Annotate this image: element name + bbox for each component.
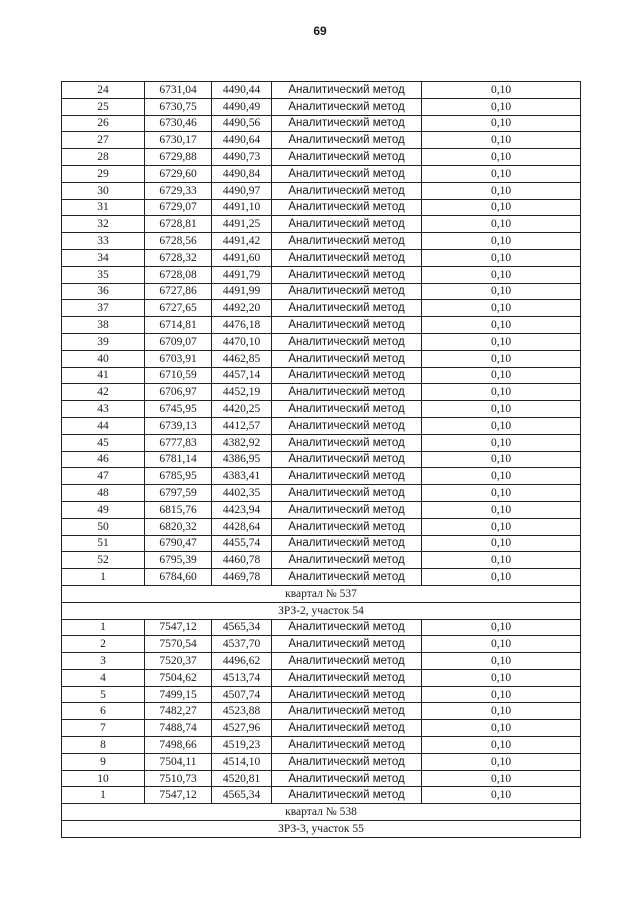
accuracy-cell: 0,10 (422, 501, 581, 518)
y-coordinate-cell: 4470,10 (212, 333, 272, 350)
accuracy-cell: 0,10 (422, 552, 581, 569)
method-cell: Аналитический метод (272, 115, 422, 132)
accuracy-cell: 0,10 (422, 82, 581, 99)
table-row (62, 552, 581, 569)
x-coordinate-cell: 6706,97 (145, 384, 212, 401)
table-row (62, 266, 581, 283)
y-coordinate-cell: 4491,10 (212, 199, 272, 216)
method-cell: Аналитический метод (272, 737, 422, 754)
accuracy-cell: 0,10 (422, 216, 581, 233)
accuracy-cell: 0,10 (422, 535, 581, 552)
point-number-cell: 29 (62, 165, 145, 182)
method-cell: Аналитический метод (272, 770, 422, 787)
x-coordinate-cell: 6714,81 (145, 317, 212, 334)
table-row (62, 619, 581, 636)
method-cell: Аналитический метод (272, 787, 422, 804)
point-number-cell: 30 (62, 182, 145, 199)
zone-subtitle: ЗРЗ-2, участок 54 (62, 602, 581, 619)
y-coordinate-cell: 4492,20 (212, 300, 272, 317)
x-coordinate-cell: 7499,15 (145, 686, 212, 703)
y-coordinate-cell: 4519,23 (212, 737, 272, 754)
table-row (62, 518, 581, 535)
accuracy-cell: 0,10 (422, 636, 581, 653)
table-row (62, 82, 581, 99)
method-cell: Аналитический метод (272, 317, 422, 334)
accuracy-cell: 0,10 (422, 401, 581, 418)
accuracy-cell: 0,10 (422, 266, 581, 283)
y-coordinate-cell: 4491,42 (212, 233, 272, 250)
point-number-cell: 10 (62, 770, 145, 787)
point-number-cell: 4 (62, 669, 145, 686)
table-row (62, 249, 581, 266)
method-cell: Аналитический метод (272, 669, 422, 686)
table-row (62, 300, 581, 317)
x-coordinate-cell: 7547,12 (145, 787, 212, 804)
y-coordinate-cell: 4496,62 (212, 653, 272, 670)
accuracy-cell: 0,10 (422, 753, 581, 770)
accuracy-cell: 0,10 (422, 417, 581, 434)
point-number-cell: 42 (62, 384, 145, 401)
point-number-cell: 33 (62, 233, 145, 250)
x-coordinate-cell: 7510,73 (145, 770, 212, 787)
y-coordinate-cell: 4428,64 (212, 518, 272, 535)
x-coordinate-cell: 6703,91 (145, 350, 212, 367)
point-number-cell: 27 (62, 132, 145, 149)
x-coordinate-cell: 6739,13 (145, 417, 212, 434)
method-cell: Аналитический метод (272, 283, 422, 300)
method-cell: Аналитический метод (272, 686, 422, 703)
table-row (62, 501, 581, 518)
x-coordinate-cell: 6745,95 (145, 401, 212, 418)
method-cell: Аналитический метод (272, 216, 422, 233)
method-cell: Аналитический метод (272, 535, 422, 552)
accuracy-cell: 0,10 (422, 249, 581, 266)
method-cell: Аналитический метод (272, 720, 422, 737)
table-row (62, 350, 581, 367)
x-coordinate-cell: 7504,11 (145, 753, 212, 770)
method-cell: Аналитический метод (272, 333, 422, 350)
point-number-cell: 36 (62, 283, 145, 300)
method-cell: Аналитический метод (272, 451, 422, 468)
y-coordinate-cell: 4452,19 (212, 384, 272, 401)
method-cell: Аналитический метод (272, 249, 422, 266)
table-row (62, 199, 581, 216)
point-number-cell: 26 (62, 115, 145, 132)
table-row (62, 753, 581, 770)
x-coordinate-cell: 6730,75 (145, 98, 212, 115)
accuracy-cell: 0,10 (422, 132, 581, 149)
accuracy-cell: 0,10 (422, 787, 581, 804)
accuracy-cell: 0,10 (422, 350, 581, 367)
accuracy-cell: 0,10 (422, 669, 581, 686)
table-row (62, 401, 581, 418)
x-coordinate-cell: 7488,74 (145, 720, 212, 737)
table-row (62, 216, 581, 233)
method-cell: Аналитический метод (272, 149, 422, 166)
table-row (62, 367, 581, 384)
quarter-title: квартал № 538 (62, 804, 581, 821)
method-cell: Аналитический метод (272, 417, 422, 434)
point-number-cell: 25 (62, 98, 145, 115)
method-cell: Аналитический метод (272, 401, 422, 418)
x-coordinate-cell: 6729,33 (145, 182, 212, 199)
accuracy-cell: 0,10 (422, 619, 581, 636)
point-number-cell: 38 (62, 317, 145, 334)
accuracy-cell: 0,10 (422, 233, 581, 250)
point-number-cell: 39 (62, 333, 145, 350)
point-number-cell: 24 (62, 82, 145, 99)
method-cell: Аналитический метод (272, 367, 422, 384)
y-coordinate-cell: 4455,74 (212, 535, 272, 552)
point-number-cell: 34 (62, 249, 145, 266)
point-number-cell: 28 (62, 149, 145, 166)
y-coordinate-cell: 4476,18 (212, 317, 272, 334)
method-cell: Аналитический метод (272, 653, 422, 670)
x-coordinate-cell: 6729,88 (145, 149, 212, 166)
coordinates-table (61, 81, 581, 838)
x-coordinate-cell: 6784,60 (145, 569, 212, 586)
accuracy-cell: 0,10 (422, 451, 581, 468)
table-row (62, 669, 581, 686)
x-coordinate-cell: 6729,60 (145, 165, 212, 182)
accuracy-cell: 0,10 (422, 317, 581, 334)
x-coordinate-cell: 6781,14 (145, 451, 212, 468)
method-cell: Аналитический метод (272, 434, 422, 451)
method-cell: Аналитический метод (272, 132, 422, 149)
point-number-cell: 31 (62, 199, 145, 216)
point-number-cell: 49 (62, 501, 145, 518)
point-number-cell: 7 (62, 720, 145, 737)
method-cell: Аналитический метод (272, 300, 422, 317)
x-coordinate-cell: 6729,07 (145, 199, 212, 216)
point-number-cell: 45 (62, 434, 145, 451)
point-number-cell: 44 (62, 417, 145, 434)
x-coordinate-cell: 6727,65 (145, 300, 212, 317)
y-coordinate-cell: 4490,84 (212, 165, 272, 182)
table-row (62, 703, 581, 720)
y-coordinate-cell: 4490,56 (212, 115, 272, 132)
method-cell: Аналитический метод (272, 199, 422, 216)
y-coordinate-cell: 4520,81 (212, 770, 272, 787)
y-coordinate-cell: 4527,96 (212, 720, 272, 737)
y-coordinate-cell: 4457,14 (212, 367, 272, 384)
x-coordinate-cell: 6728,32 (145, 249, 212, 266)
y-coordinate-cell: 4490,73 (212, 149, 272, 166)
point-number-cell: 2 (62, 636, 145, 653)
x-coordinate-cell: 6730,46 (145, 115, 212, 132)
accuracy-cell: 0,10 (422, 770, 581, 787)
accuracy-cell: 0,10 (422, 653, 581, 670)
point-number-cell: 1 (62, 569, 145, 586)
x-coordinate-cell: 6815,76 (145, 501, 212, 518)
accuracy-cell: 0,10 (422, 468, 581, 485)
table-row (62, 569, 581, 586)
x-coordinate-cell: 7498,66 (145, 737, 212, 754)
point-number-cell: 41 (62, 367, 145, 384)
y-coordinate-cell: 4490,49 (212, 98, 272, 115)
x-coordinate-cell: 6730,17 (145, 132, 212, 149)
point-number-cell: 5 (62, 686, 145, 703)
table-row (62, 737, 581, 754)
method-cell: Аналитический метод (272, 98, 422, 115)
accuracy-cell: 0,10 (422, 149, 581, 166)
quarter-title: квартал № 537 (62, 585, 581, 602)
y-coordinate-cell: 4386,95 (212, 451, 272, 468)
table-row (62, 770, 581, 787)
method-cell: Аналитический метод (272, 384, 422, 401)
point-number-cell: 48 (62, 485, 145, 502)
accuracy-cell: 0,10 (422, 569, 581, 586)
y-coordinate-cell: 4491,25 (212, 216, 272, 233)
x-coordinate-cell: 6709,07 (145, 333, 212, 350)
y-coordinate-cell: 4513,74 (212, 669, 272, 686)
table-row (62, 182, 581, 199)
page-number: 69 (313, 24, 327, 38)
y-coordinate-cell: 4382,92 (212, 434, 272, 451)
table-row (62, 333, 581, 350)
table-row (62, 434, 581, 451)
x-coordinate-cell: 7482,27 (145, 703, 212, 720)
y-coordinate-cell: 4491,60 (212, 249, 272, 266)
table-row (62, 165, 581, 182)
table-row (62, 468, 581, 485)
accuracy-cell: 0,10 (422, 485, 581, 502)
table-row (62, 417, 581, 434)
method-cell: Аналитический метод (272, 468, 422, 485)
table-row (62, 98, 581, 115)
x-coordinate-cell: 6728,56 (145, 233, 212, 250)
point-number-cell: 32 (62, 216, 145, 233)
accuracy-cell: 0,10 (422, 283, 581, 300)
x-coordinate-cell: 6820,32 (145, 518, 212, 535)
x-coordinate-cell: 7570,54 (145, 636, 212, 653)
quarter-title-row (62, 585, 581, 602)
y-coordinate-cell: 4420,25 (212, 401, 272, 418)
method-cell: Аналитический метод (272, 552, 422, 569)
x-coordinate-cell: 7504,62 (145, 669, 212, 686)
quarter-title-row (62, 804, 581, 821)
y-coordinate-cell: 4491,79 (212, 266, 272, 283)
y-coordinate-cell: 4491,99 (212, 283, 272, 300)
accuracy-cell: 0,10 (422, 720, 581, 737)
y-coordinate-cell: 4507,74 (212, 686, 272, 703)
y-coordinate-cell: 4514,10 (212, 753, 272, 770)
point-number-cell: 6 (62, 703, 145, 720)
x-coordinate-cell: 6727,86 (145, 283, 212, 300)
point-number-cell: 52 (62, 552, 145, 569)
point-number-cell: 3 (62, 653, 145, 670)
x-coordinate-cell: 6785,95 (145, 468, 212, 485)
point-number-cell: 51 (62, 535, 145, 552)
x-coordinate-cell: 6731,04 (145, 82, 212, 99)
table-row (62, 636, 581, 653)
y-coordinate-cell: 4402,35 (212, 485, 272, 502)
coordinates-table-body (62, 82, 581, 838)
y-coordinate-cell: 4490,44 (212, 82, 272, 99)
y-coordinate-cell: 4537,70 (212, 636, 272, 653)
table-row (62, 720, 581, 737)
table-row (62, 149, 581, 166)
table-row (62, 653, 581, 670)
x-coordinate-cell: 7520,37 (145, 653, 212, 670)
method-cell: Аналитический метод (272, 350, 422, 367)
accuracy-cell: 0,10 (422, 98, 581, 115)
table-row (62, 485, 581, 502)
accuracy-cell: 0,10 (422, 300, 581, 317)
zone-subtitle: ЗРЗ-3, участок 55 (62, 821, 581, 838)
accuracy-cell: 0,10 (422, 384, 581, 401)
y-coordinate-cell: 4462,85 (212, 350, 272, 367)
x-coordinate-cell: 6797,59 (145, 485, 212, 502)
y-coordinate-cell: 4412,57 (212, 417, 272, 434)
method-cell: Аналитический метод (272, 703, 422, 720)
method-cell: Аналитический метод (272, 233, 422, 250)
table-row (62, 233, 581, 250)
method-cell: Аналитический метод (272, 182, 422, 199)
table-row (62, 132, 581, 149)
accuracy-cell: 0,10 (422, 686, 581, 703)
point-number-cell: 46 (62, 451, 145, 468)
y-coordinate-cell: 4460,78 (212, 552, 272, 569)
point-number-cell: 50 (62, 518, 145, 535)
method-cell: Аналитический метод (272, 636, 422, 653)
accuracy-cell: 0,10 (422, 367, 581, 384)
x-coordinate-cell: 6777,83 (145, 434, 212, 451)
y-coordinate-cell: 4383,41 (212, 468, 272, 485)
method-cell: Аналитический метод (272, 569, 422, 586)
table-row (62, 384, 581, 401)
x-coordinate-cell: 6728,81 (145, 216, 212, 233)
point-number-cell: 37 (62, 300, 145, 317)
y-coordinate-cell: 4565,34 (212, 787, 272, 804)
table-row (62, 535, 581, 552)
accuracy-cell: 0,10 (422, 182, 581, 199)
y-coordinate-cell: 4423,94 (212, 501, 272, 518)
method-cell: Аналитический метод (272, 485, 422, 502)
accuracy-cell: 0,10 (422, 434, 581, 451)
accuracy-cell: 0,10 (422, 199, 581, 216)
method-cell: Аналитический метод (272, 753, 422, 770)
x-coordinate-cell: 6710,59 (145, 367, 212, 384)
point-number-cell: 8 (62, 737, 145, 754)
y-coordinate-cell: 4469,78 (212, 569, 272, 586)
y-coordinate-cell: 4490,64 (212, 132, 272, 149)
table-row (62, 317, 581, 334)
point-number-cell: 47 (62, 468, 145, 485)
method-cell: Аналитический метод (272, 266, 422, 283)
point-number-cell: 40 (62, 350, 145, 367)
method-cell: Аналитический метод (272, 82, 422, 99)
point-number-cell: 35 (62, 266, 145, 283)
y-coordinate-cell: 4490,97 (212, 182, 272, 199)
x-coordinate-cell: 6795,39 (145, 552, 212, 569)
table-row (62, 115, 581, 132)
accuracy-cell: 0,10 (422, 115, 581, 132)
accuracy-cell: 0,10 (422, 737, 581, 754)
point-number-cell: 9 (62, 753, 145, 770)
x-coordinate-cell: 6728,08 (145, 266, 212, 283)
zone-subtitle-row (62, 602, 581, 619)
x-coordinate-cell: 7547,12 (145, 619, 212, 636)
x-coordinate-cell: 6790,47 (145, 535, 212, 552)
accuracy-cell: 0,10 (422, 518, 581, 535)
table-row (62, 283, 581, 300)
zone-subtitle-row (62, 821, 581, 838)
table-row (62, 451, 581, 468)
table-row (62, 686, 581, 703)
accuracy-cell: 0,10 (422, 165, 581, 182)
method-cell: Аналитический метод (272, 518, 422, 535)
method-cell: Аналитический метод (272, 165, 422, 182)
method-cell: Аналитический метод (272, 619, 422, 636)
accuracy-cell: 0,10 (422, 333, 581, 350)
point-number-cell: 43 (62, 401, 145, 418)
point-number-cell: 1 (62, 787, 145, 804)
table-row (62, 787, 581, 804)
y-coordinate-cell: 4565,34 (212, 619, 272, 636)
y-coordinate-cell: 4523,88 (212, 703, 272, 720)
accuracy-cell: 0,10 (422, 703, 581, 720)
point-number-cell: 1 (62, 619, 145, 636)
method-cell: Аналитический метод (272, 501, 422, 518)
